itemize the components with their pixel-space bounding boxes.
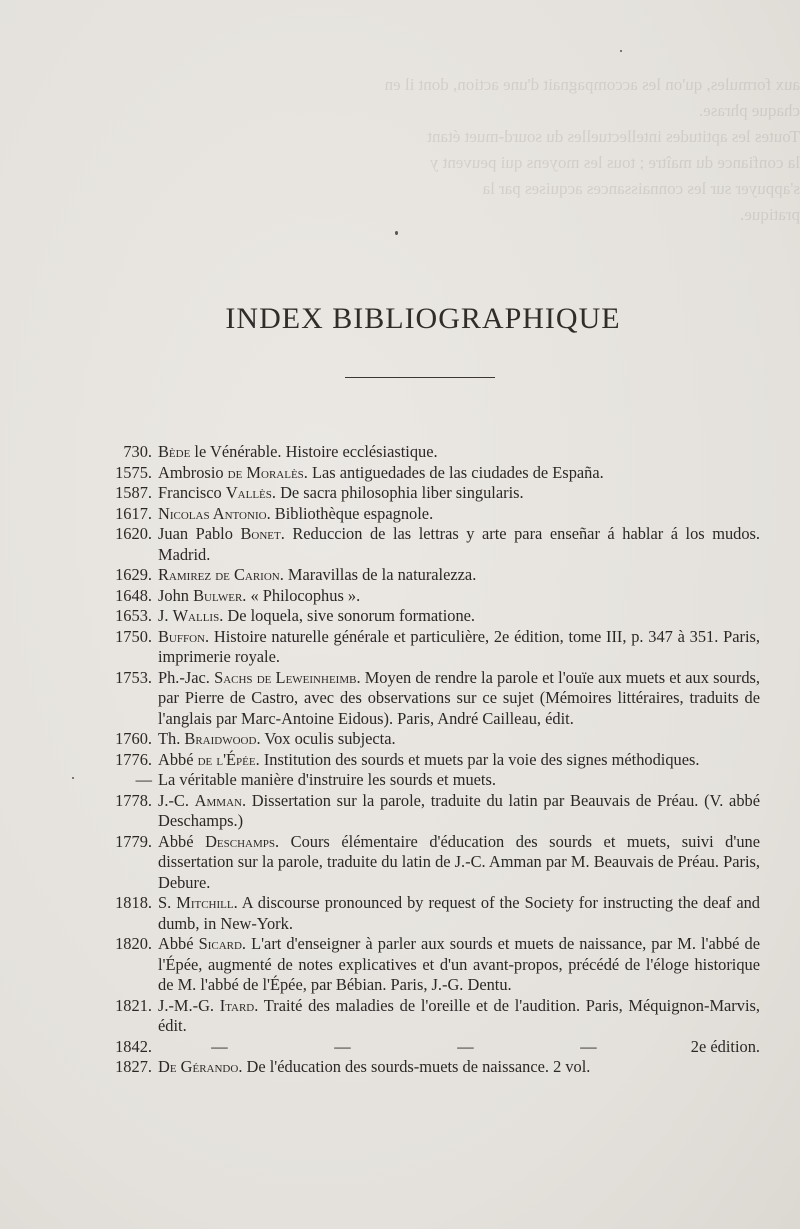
author-name: Wallis	[172, 606, 220, 625]
bibliography-entry	[100, 996, 760, 1037]
bibliography-entry	[100, 504, 760, 525]
author-name: Amman	[194, 790, 242, 810]
bleed-through-text	[100, 72, 800, 292]
entry-text-part: . Dissertation sur la parole, traduite du latin par Beauvais de Préau. (V. abbé Deschamps.)	[158, 790, 761, 830]
author-name: Bulwer	[193, 585, 243, 605]
bleed-line: aux formules, qu'on les accompagnait d'une action, dont il en	[384, 75, 800, 94]
author-name: Itard	[219, 995, 255, 1015]
entry-year: 730.	[123, 442, 152, 461]
bleed-line: la confiance du maître ; tous les moyens qui peuvent y	[429, 153, 800, 172]
bibliography-entry	[100, 893, 760, 934]
bibliography-entry	[100, 483, 760, 504]
bibliography-entry	[100, 729, 760, 750]
entry-text	[158, 1037, 760, 1058]
entry-text-part: J.-C.	[158, 790, 195, 810]
entry-text-part: . De sacra philosophia liber singularis.	[271, 483, 524, 502]
author-name: Sachs de Leweinheimb	[214, 667, 357, 687]
bibliography-entry	[100, 627, 760, 668]
entry-text-part: Abbé	[158, 934, 199, 953]
entry-text-part: Juan Pablo	[158, 524, 241, 543]
entry-year: 1575.	[115, 462, 152, 482]
entry-text	[158, 668, 760, 730]
bibliography-entry	[100, 1037, 760, 1058]
bibliography-entry	[100, 565, 760, 586]
bibliography-entry	[100, 442, 760, 463]
author-name: Deschamps	[205, 831, 275, 851]
entry-text-part: . Reduccion de las lettras y arte para enseñar á hablar á los mudos. Madrid.	[158, 524, 761, 564]
author-name: Sicard	[198, 934, 242, 953]
entry-text-part: . Vox oculis subjecta.	[256, 729, 396, 748]
speck	[395, 231, 398, 235]
edition-note: 2e édition.	[690, 1036, 760, 1056]
entry-text	[158, 893, 760, 934]
entry-text-part: . Las antiguedades de las ciudades de España.	[303, 462, 604, 482]
entry-year: 1620.	[115, 524, 152, 543]
bleed-line: Toutes les aptitudes intellectuelles du sourd-muet étant	[427, 127, 800, 146]
bibliography-list	[100, 442, 760, 1078]
speck	[620, 50, 622, 52]
entry-text	[158, 586, 760, 607]
entry-year: 1776.	[115, 749, 152, 769]
entry-text	[158, 770, 760, 791]
entry-text-part: Abbé	[158, 831, 206, 851]
entry-text-part: . Maravillas de la naturalezza.	[279, 565, 477, 584]
ditto-dash: —	[334, 1036, 351, 1056]
entry-year: 1760.	[115, 729, 152, 748]
entry-text	[158, 934, 760, 996]
author-name: Buffon	[158, 626, 205, 646]
entry-text-part: . Institution des sourds et muets par la voie des signes méthodiques.	[255, 749, 700, 769]
bleed-line: pratique.	[740, 205, 800, 224]
entry-text-part: . Moyen de rendre la parole et l'ouïe aux muets et aux sourds, par Pierre de Castro, avec des observations sur ce sujet (Mémoires littéraires, traduits de l'anglais par Marc-Antoine Eidous). Paris, André Cailleau, édit.	[158, 667, 760, 728]
ditto-dash: —	[457, 1036, 474, 1056]
ditto-dash: —	[580, 1036, 597, 1056]
author-name: Bède	[158, 442, 191, 461]
entry-text	[158, 463, 760, 484]
entry-year: 1750.	[115, 626, 152, 646]
entry-text-part: Abbé	[158, 749, 198, 769]
entry-text-part: La véritable manière d'instruire les sourds et muets.	[158, 770, 496, 789]
entry-text-part: J.-M.-G.	[158, 995, 220, 1015]
entry-text	[158, 750, 760, 771]
entry-text	[158, 565, 760, 586]
author-name: Braidwood	[184, 729, 257, 748]
entry-text-part: . L'art d'enseigner à parler aux sourds et muets de naissance, par M. l'abbé de l'Épée, augmenté de notes explicatives et d'un avant-propos, précédé de l'éloge historique de M. l'abbé de l'Épée, par Bébian. Paris, J.-G. Dentu.	[158, 934, 760, 994]
bibliography-entry	[100, 668, 760, 730]
bibliography-entry	[100, 606, 760, 627]
entry-text-part: J.	[158, 606, 173, 625]
entry-text-part: le Vénérable. Histoire ecclésiastique.	[190, 442, 438, 461]
entry-year: 1617.	[115, 503, 152, 523]
entry-text	[158, 504, 760, 525]
author-name: de l'Épée	[197, 749, 256, 769]
entry-text	[158, 606, 760, 627]
bleed-line: s'appuyer sur les connaissances acquises par la	[482, 179, 800, 198]
entry-text-part: . Cours élémentaire d'éducation des sourds et muets, suivi d'une dissertation sur la parole, traduite du latin de J.-C. Amman par M. Beauvais de Préau. Paris, Debure.	[158, 831, 760, 892]
entry-text	[158, 791, 760, 832]
entry-year: 1818.	[115, 893, 152, 912]
entry-text	[158, 832, 760, 894]
entry-year: 1648.	[115, 585, 152, 605]
entry-text-part: Ph.-Jac.	[158, 667, 215, 687]
entry-year: 1842.	[115, 1036, 152, 1056]
entry-text-part: S.	[158, 893, 177, 912]
entry-year: —	[135, 770, 152, 789]
bibliography-entry	[100, 524, 760, 565]
entry-text	[158, 627, 760, 668]
author-name: Vallès	[225, 483, 272, 502]
entry-text-part: Francisco	[158, 483, 226, 502]
entry-year: 1827.	[115, 1057, 152, 1076]
entry-text-part: . Traité des maladies de l'oreille et de l'audition. Paris, Méquignon-Marvis, édit.	[158, 995, 760, 1035]
bibliography-entry	[100, 934, 760, 996]
entry-text-part: Ambrosio	[158, 462, 228, 482]
entry-text-part: . De loquela, sive sonorum formatione.	[219, 606, 476, 625]
entry-text	[158, 442, 760, 463]
entry-text	[158, 483, 760, 504]
entry-text	[158, 729, 760, 750]
entry-year: 1653.	[115, 606, 152, 625]
entry-text-part: . A discourse pronounced by request of the Society for instructing the deaf and dumb, in New-York.	[158, 893, 761, 933]
entry-text-part: . Histoire naturelle générale et particulière, 2e édition, tome III, p. 347 à 351. Paris, imprimerie royale.	[158, 626, 760, 666]
entry-text	[158, 1057, 760, 1078]
author-name: Nicolas Antonio	[158, 503, 267, 523]
entry-text-part: Th.	[158, 729, 185, 748]
entry-text-part: . Bibliothèque espagnole.	[266, 503, 434, 523]
speck	[72, 777, 74, 779]
entry-year: 1820.	[115, 934, 152, 953]
entry-year: 1821.	[115, 995, 152, 1015]
author-name: Bonet	[240, 524, 281, 543]
entry-year: 1779.	[115, 831, 152, 851]
entry-text-part: . De l'éducation des sourds-muets de naissance. 2 vol.	[238, 1057, 591, 1076]
bibliography-entry	[100, 770, 760, 791]
entry-year: 1587.	[115, 483, 152, 502]
ditto-dash: —	[211, 1036, 228, 1056]
title-rule	[345, 377, 495, 378]
bleed-line: chaque phrase.	[698, 101, 800, 120]
bibliography-entry	[100, 750, 760, 771]
entry-year: 1629.	[115, 565, 152, 584]
entry-year: 1753.	[115, 667, 152, 687]
entry-text-part: . « Philocophus ».	[242, 585, 361, 605]
author-name: Mitchill	[176, 893, 234, 912]
author-name: De Gérando	[158, 1057, 239, 1076]
page-title: INDEX BIBLIOGRAPHIQUE	[225, 302, 621, 335]
author-name: Ramirez de Carion	[158, 565, 280, 584]
bibliography-entry	[100, 791, 760, 832]
entry-text	[158, 996, 760, 1037]
entry-text-part: John	[158, 585, 194, 605]
author-name: de Moralès	[227, 462, 304, 482]
bibliography-entry	[100, 586, 760, 607]
bibliography-entry	[100, 463, 760, 484]
bibliography-entry	[100, 1057, 760, 1078]
entry-text	[158, 524, 760, 565]
entry-year: 1778.	[115, 790, 152, 810]
bibliography-entry	[100, 832, 760, 894]
